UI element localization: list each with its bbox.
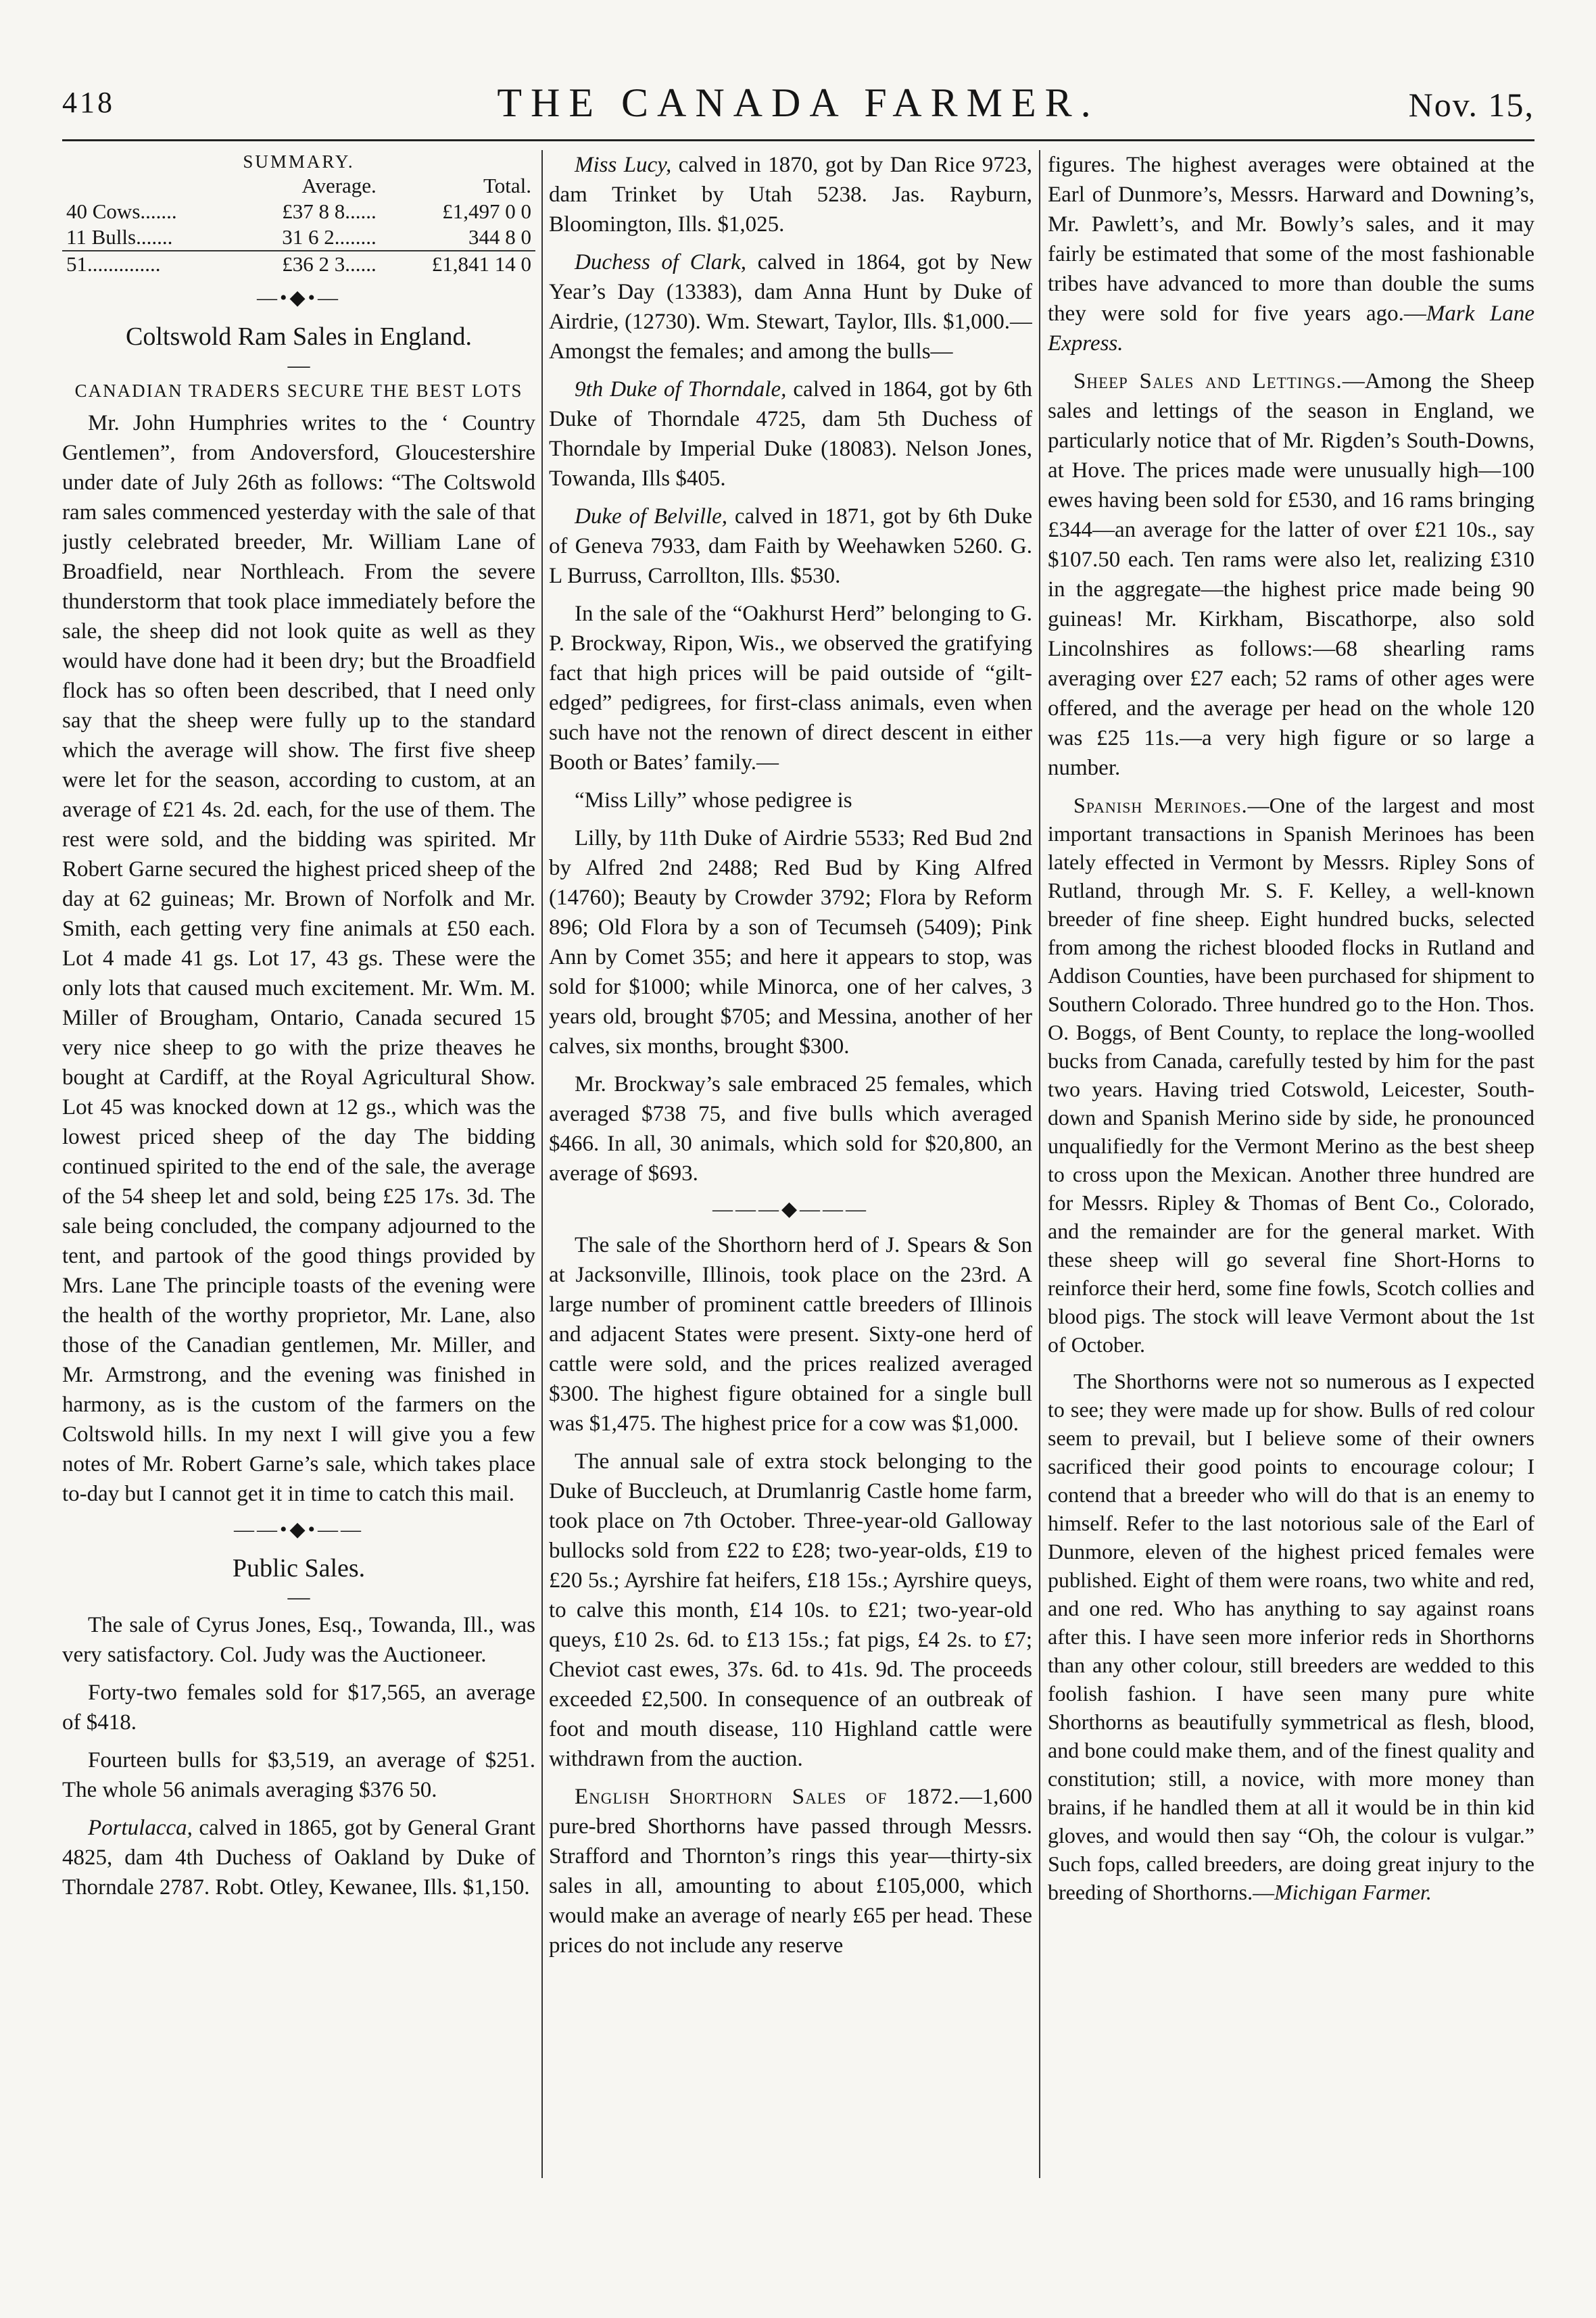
masthead-title: THE CANADA FARMER. bbox=[497, 80, 1100, 125]
summary-cell: £36 2 3...... bbox=[233, 251, 381, 277]
article-paragraph bbox=[1048, 791, 1534, 1359]
summary-cell: £37 8 8...... bbox=[282, 199, 377, 223]
summary-cell: 344 8 0 bbox=[468, 225, 531, 249]
paragraph-text: The Shorthorns were not so numerous as I expected to see; they were made up for show. Bulls of red colour seem to prevail, but I believe some of their owners sacrificed their good points to encourage colour; I contend that a breeder who will do that is an enemy to himself. Refer to the last notorious sale of the Earl of Dunmore, eleven of the highest priced females were published. Eight of them were roans, two white and red, and one red. Who has anything to say against roans after this. I have seen more inferior reds in Shorthorns than any other colour, still breeders are wedded to this foolish fashion. I have seen many pure white Shorthorns as beautifully symmetrical as flesh, blood, and bone could make them, and of the finest quality and constitution; still, a novice, with more money than brains, if he handled them at all it would be in thin kid gloves, and would then say “Oh, the colour is vulgar.” Such fops, called breeders, are doing great injury to the breeding of Shorthorns.— bbox=[1048, 1369, 1534, 1904]
section-ornament: ——•◆•—— bbox=[233, 1518, 364, 1541]
summary-row bbox=[62, 199, 535, 224]
paragraph-text: —One of the largest and most important transactions in Spanish Merinoes has been lately effected in Vermont by Messrs. Ripley Sons of Rutland, through Mr. S. F. Kelley, a well-known breeder of fine sheep. Eight hundred bucks, selected from among the richest blooded flocks in Rutland and Addison Counties, have been purchased for shipment to Southern Colorado. Three hundred go to the Hon. Thos. O. Boggs, of Bent County, to replace the long-woolled bucks from Canada, carefully tested by him for the past two years. Having tried Cotswold, Leicester, South-down and Spanish Merino side by side, he pronounced unqualifiedly for the Vermont Merino as the best sheep to cross upon the Mexican. Another three hundred are for Messrs. Ripley & Thomas of Bent Co., Colorado, and the remainder are for the general market. With these sheep will go several fine Short-Horns to reinforce their herd, some fine fowls, Scotch collies and blood pigs. The stock will leave Vermont about the 1st of October. bbox=[1048, 793, 1534, 1357]
article-title: Public Sales. bbox=[232, 1554, 366, 1583]
column-rule bbox=[541, 150, 543, 2178]
summary-cell: 11 Bulls....... bbox=[66, 225, 173, 249]
article-paragraph bbox=[1048, 366, 1534, 783]
paragraph-text: calved in 1864, got by New Year’s Day (13383), dam Anna Hunt by Duke of Airdrie, (12730). Wm. Stewart, Taylor, Ills. $1,000.—Amongst the females; and among the bulls— bbox=[549, 250, 1032, 364]
animal-name: Miss Lucy, bbox=[575, 153, 672, 177]
article-paragraph bbox=[549, 1782, 1032, 1960]
summary-cell: 31 6 2........ bbox=[282, 225, 377, 249]
title-dash: — bbox=[287, 354, 310, 378]
column-left bbox=[62, 150, 535, 2196]
article-paragraph: “Miss Lilly” whose pedigree is bbox=[575, 788, 852, 813]
animal-name: Duke of Belville, bbox=[575, 504, 728, 529]
column-right bbox=[1048, 150, 1534, 2196]
article-paragraph bbox=[1048, 150, 1534, 358]
summary-table bbox=[62, 173, 535, 277]
summary-cell: £1,841 14 0 bbox=[381, 251, 535, 277]
article-paragraph: Fourteen bulls for $3,519, an average of $251. The whole 56 animals averaging $376 50. bbox=[62, 1748, 535, 1802]
article-paragraph bbox=[549, 502, 1032, 591]
article-paragraph: Lilly, by 11th Duke of Airdrie 5533; Red Bud 2nd by Alfred 2nd 2488; Red Bud by King Alfred (14760); Beauty by Crowder 3792; Flora by Reform 896; Old Flora by a son of Tecumseh (5409); Pink Ann by Comet 355; and here it appears to stop, was sold for $1000; while Minorca, one of her calves, 3 years old, brought $705; and Messina, another of her calves, six months, brought $300. bbox=[549, 826, 1032, 1059]
section-ornament: —•◆•— bbox=[256, 287, 341, 309]
article-subhead: CANADIAN TRADERS SECURE THE BEST LOTS bbox=[74, 381, 523, 401]
summary-cell: 51.............. bbox=[62, 251, 233, 277]
paragraph-text: —Among the Sheep sales and lettings of the season in England, we particularly notice that of Mr. Rigden’s South-Downs, at Hove. The prices made were unusually high—100 ewes having been sold for £530, and 16 rams bringing £344—an average for the latter of over £21 10s., say $107.50 each. Ten rams were also let, realizing £310 in the aggregate—the highest price made being 90 guineas! Mr. Kirkham, Biscathorpe, also sold Lincolnshires as follows:—68 shearling rams averaging over £27 each; 52 rams of other ages were offered, and the average per head on the whole 120 was £25 11s.—a very high figure or so large a number. bbox=[1048, 369, 1534, 780]
page-number: 418 bbox=[62, 86, 115, 119]
article-paragraph bbox=[1048, 1367, 1534, 1906]
source-credit: Mark Lane Express. bbox=[1048, 301, 1534, 356]
summary-header-row bbox=[62, 173, 535, 199]
animal-name: Duchess of Clark, bbox=[575, 250, 747, 274]
header-rule bbox=[62, 139, 1534, 141]
paragraph-text: calved in 1871, got by 6th Duke of Geneva 7933, dam Faith by Weehawken 5260. G. L Burruss, Carrollton, Ills. $530. bbox=[549, 504, 1032, 588]
animal-name: 9th Duke of Thorndale, bbox=[575, 377, 787, 402]
source-credit: Michigan Farmer. bbox=[1274, 1880, 1432, 1904]
page-header bbox=[62, 80, 1534, 130]
section-ornament: ———◆——— bbox=[712, 1198, 869, 1220]
article-paragraph: The sale of Cyrus Jones, Esq., Towanda, Ill., was very satisfactory. Col. Judy was the Auctioneer. bbox=[62, 1613, 535, 1667]
paragraph-lead: English Shorthorn Sales of 1872. bbox=[575, 1785, 960, 1809]
article-paragraph: The sale of the Shorthorn herd of J. Spears & Son at Jacksonville, Illinois, took place on the 23rd. A large number of prominent cattle breeders of Illinois and adjacent States were present. Sixty-one herd of cattle were sold, and the prices realized averaged $300. The highest figure obtained for a single bull was $1,475. The highest price for a cow was $1,000. bbox=[549, 1233, 1032, 1436]
article-paragraph bbox=[549, 247, 1032, 366]
paragraph-text: calved in 1865, got by General Grant 4825, dam 4th Duchess of Oakland by Duke of Thorndale 2787. Robt. Otley, Kewanee, Ills. $1,150. bbox=[62, 1816, 535, 1900]
summary-label: SUMMARY. bbox=[243, 151, 355, 172]
paragraph-lead: Sheep Sales and Lettings. bbox=[1073, 369, 1343, 393]
issue-date: Nov. 15, bbox=[1408, 86, 1534, 124]
paragraph-text: calved in 1864, got by 6th Duke of Thorndale 4725, dam 5th Duchess of Thorndale by Imperial Duke (18083). Nelson Jones, Towanda, Ills $405. bbox=[549, 377, 1032, 491]
article-paragraph: In the sale of the “Oakhurst Herd” belonging to G. P. Brockway, Ripon, Wis., we observed the gratifying fact that high prices will be paid outside of “gilt-edged” pedigrees, for first-class animals, even when such have not the renown of direct descent in either Booth or Bates’ family.— bbox=[549, 602, 1032, 775]
paragraph-text: calved in 1870, got by Dan Rice 9723, dam Trinket by Utah 5238. Jas. Rayburn, Bloomington, Ills. $1,025. bbox=[549, 153, 1032, 237]
summary-cell: 40 Cows....... bbox=[66, 199, 177, 223]
article-paragraph: Mr. John Humphries writes to the ‘ Country Gentlemen”, from Andoversford, Gloucestershire under date of July 26th as follows: “The Coltswold ram sales commenced yesterday with the sale of that justly celebrated breeder, Mr. William Lane of Broadfield, near Northleach. From the severe thunderstorm that took place immediately before the sale, the sheep did not look quite as well as they would have done had it been dry; but the Broadfield flock has so often been described, that I need only say that the sheep were fully up to the standard which the average will show. The first five sheep were let for the season, according to custom, at an average of £21 4s. 2d. each, for the use of them. The rest were sold, and the bidding was spirited. Mr Robert Garne secured the highest priced sheep of the day at 62 guineas; Mr. Brown of Norfolk and Mr. Smith, each getting very fine animals at £50 each. Lot 4 made 41 gs. Lot 17, 43 gs. These were the only lots that caused much excitement. Mr. Wm. M. Miller of Brougham, Ontario, Canada secured 15 very nice sheep to go with the prize theaves he bought at Cardiff, at the Royal Agricultural Show. Lot 45 was knocked down at 12 gs., which was the lowest priced sheep of the day The bidding continued spirited to the end of the sale, the average of the 54 sheep let and sold, being £25 17s. 3d. The sale being concluded, the company adjourned to the tent, and partook of the good things provided by Mrs. Lane The principle toasts of the evening were the health of the worthy proprietor, Mr. Lane, also those of the Canadian gentlemen, Mr. Miller, and Mr. Armstrong, and the evening was finished in harmony, as is the custom of the farmers on the Coltswold hills. In my next I will give you a few notes of Mr. Robert Garne’s sale, which takes place to-day but I cannot get it in time to catch this mail. bbox=[62, 411, 535, 1506]
article-paragraph: The annual sale of extra stock belonging to the Duke of Buccleuch, at Drumlanrig Castle home farm, took place on 7th October. Three-year-old Galloway bullocks sold from £22 to £28; two-year-olds, £19 to £20 5s.; Ayrshire fat heifers, £18 15s.; Ayrshire queys, to calve this month, £14 10s. to £21; two-year-old queys, £10 2s. 6d. to £13 15s.; fat pigs, £4 2s. to £7; Cheviot cast ewes, 37s. 6d. to 41s. 9d. The proceeds exceeded £2,500. In consequence of an outbreak of foot and mouth disease, 110 Highland cattle were withdrawn from the auction. bbox=[549, 1449, 1032, 1771]
summary-col-header: Total. bbox=[483, 174, 531, 197]
summary-cell: £1,497 0 0 bbox=[442, 199, 531, 223]
paragraph-text: figures. The highest averages were obtained at the Earl of Dunmore’s, Messrs. Harward and Downing’s, Mr. Pawlett’s, and Mr. Bowly’s sales, and it may fairly be estimated that some of the most fashionable tribes have advanced to more than double the sums they were sold for five years ago.— bbox=[1048, 153, 1534, 326]
title-dash: — bbox=[287, 1585, 310, 1610]
column-middle bbox=[549, 150, 1032, 2196]
paragraph-text: —1,600 pure-bred Shorthorns have passed through Messrs. Strafford and Thornton’s rings this year—thirty-six sales in all, amounting to about £105,000, which would make an average of nearly £65 per head. These prices do not include any reserve bbox=[549, 1785, 1032, 1958]
summary-total-row bbox=[62, 251, 535, 277]
paragraph-lead: Spanish Merinoes. bbox=[1073, 793, 1248, 817]
article-paragraph bbox=[549, 150, 1032, 239]
article-title: Coltswold Ram Sales in England. bbox=[126, 322, 472, 351]
article-paragraph bbox=[62, 1813, 535, 1902]
animal-name: Portulacca, bbox=[88, 1816, 193, 1840]
column-rule bbox=[1039, 150, 1040, 2178]
article-paragraph: Forty-two females sold for $17,565, an average of $418. bbox=[62, 1681, 535, 1735]
article-paragraph: Mr. Brockway’s sale embraced 25 females, which averaged $738 75, and five bulls which averaged $466. In all, 30 animals, which sold for $20,800, an average of $693. bbox=[549, 1072, 1032, 1186]
summary-row bbox=[62, 224, 535, 251]
summary-col-header: Average. bbox=[301, 174, 377, 197]
article-paragraph bbox=[549, 375, 1032, 493]
